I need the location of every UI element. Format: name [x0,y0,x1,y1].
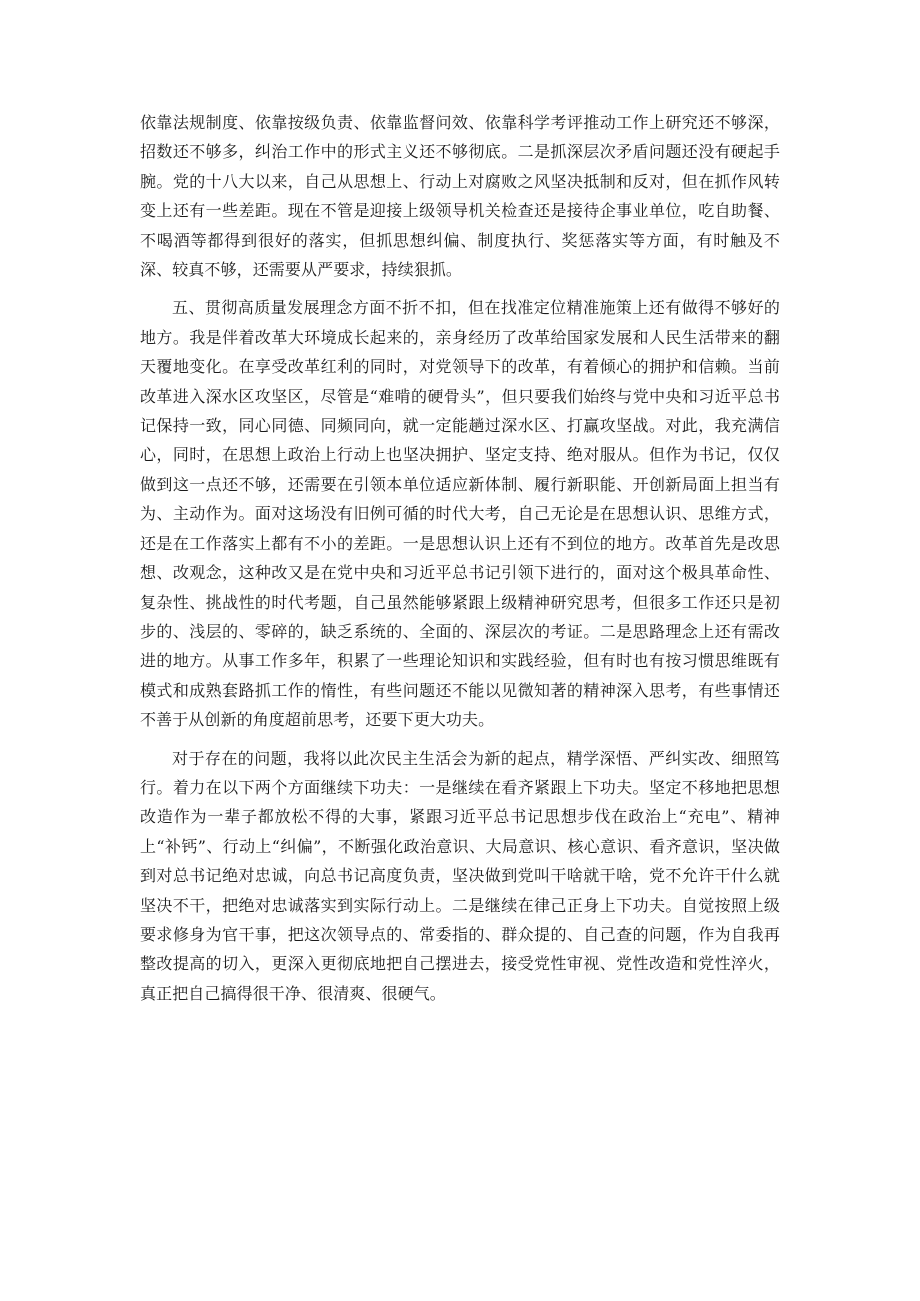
document-page [140,108,780,1017]
paragraph-conclusion: 对于存在的问题，我将以此次民主生活会为新的起点，精学深悟、严纠实改、细照笃行。着力在以下两个方面继续下功夫：一是继续在看齐紧跟上下功夫。坚定不移地把思想改造作为一辈子都放松不得的大事，紧跟习近平总书记思想步伐在政治上“充电”、精神上“补钙”、行动上“纠偏”，不断强化政治意识、大局意识、核心意识、看齐意识，坚决做到对总书记绝对忠诚，向总书记高度负责，坚决做到党叫干啥就干啥，党不允许干什么就坚决不干，把绝对忠诚落实到实际行动上。二是继续在律己正身上下功夫。自觉按照上级要求修身为官干事，把这次领导点的、常委指的、群众提的、自己查的问题，作为自我再整改提高的切入，更深入更彻底地把自己摆进去，接受党性审视、党性改造和党性淬火，真正把自己搞得很干净、很清爽、很硬气。 [140,748,780,1003]
paragraph-continuation: 依靠法规制度、依靠按级负责、依靠监督问效、依靠科学考评推动工作上研究还不够深，招数还不够多，纠治工作中的形式主义还不够彻底。二是抓深层次矛盾问题还没有硬起手腕。党的十八大以来，自己从思想上、行动上对腐败之风坚决抵制和反对，但在抓作风转变上还有一些差距。现在不管是迎接上级领导机关检查还是接待企事业单位，吃自助餐、不喝酒等都得到很好的落实，但抓思想纠偏、制度执行、奖惩落实等方面，有时触及不深、较真不够，还需要从严要求，持续狠抓。 [140,113,780,280]
paragraph-section-five: 五、贯彻高质量发展理念方面不折不扣，但在找准定位精准施策上还有做得不够好的地方。我是伴着改革大环境成长起来的，亲身经历了改革给国家发展和人民生活带来的翻天覆地变化。在享受改革红利的同时，对党领导下的改革，有着倾心的拥护和信赖。当前改革进入深水区攻坚区，尽管是“难啃的硬骨头”，但只要我们始终与党中央和习近平总书记保持一致，同心同德、同频同向，就一定能趟过深水区、打赢攻坚战。对此，我充满信心，同时，在思想上政治上行动上也坚决拥护、坚定支持、绝对服从。但作为书记，仅仅做到这一点还不够，还需要在引领本单位适应新体制、履行新职能、开创新局面上担当有为、主动作为。面对这场没有旧例可循的时代大考，自己无论是在思想认识、思维方式，还是在工作落实上都有不小的差距。一是思想认识上还有不到位的地方。改革首先是改思想、改观念，这种改又是在党中央和习近平总书记引领下进行的，面对这个极具革命性、复杂性、挑战性的时代考题，自己虽然能够紧跟上级精神研究思考，但很多工作还只是初步的、浅层的、零碎的，缺乏系统的、全面的、深层次的考证。二是思路理念上还有需改进的地方。从事工作多年，积累了一些理论知识和实践经验，但有时也有按习惯思维既有模式和成熟套路抓工作的惰性，有些问题还不能以见微知著的精神深入思考，有些事情还不善于从创新的角度超前思考，还要下更大功夫。 [140,298,780,730]
